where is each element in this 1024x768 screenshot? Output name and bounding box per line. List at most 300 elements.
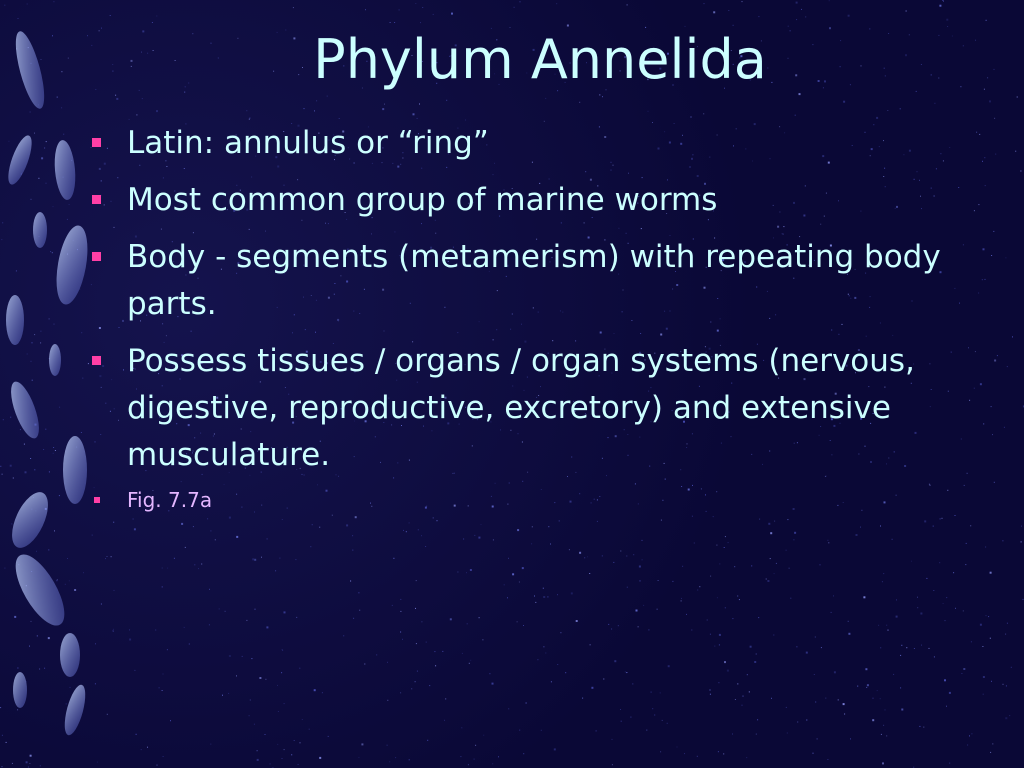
star-dot [153,50,154,51]
star-dot [170,720,171,721]
star-dot [944,679,946,681]
star-dot [392,605,393,606]
star-dot [246,620,247,621]
star-dot [991,406,992,407]
star-dot [400,599,401,600]
star-dot [995,154,996,155]
star-dot [900,108,901,109]
star-dot [417,671,418,672]
bullet-text: Latin: annulus or “ring” [127,125,489,161]
star-dot [909,34,910,35]
star-dot [877,690,878,691]
star-dot [587,556,588,557]
star-dot [1023,599,1024,600]
star-dot [291,754,292,755]
star-dot [880,647,881,648]
star-dot [474,535,475,536]
star-dot [254,559,256,561]
star-dot [982,161,983,162]
star-dot [228,693,229,694]
star-dot [107,714,108,715]
bullet-square-icon [92,356,101,365]
star-dot [277,744,278,745]
star-dot [929,648,930,649]
star-dot [523,753,524,754]
star-dot [750,646,752,648]
star-dot [603,679,604,680]
star-dot [993,231,994,232]
star-dot [551,681,552,682]
star-dot [983,676,985,678]
star-dot [163,756,164,757]
star-dot [426,642,427,643]
star-dot [863,596,865,598]
bullet-item-figure-ref [90,485,970,515]
bullet-text: Body - segments (metamerism) with repeating body parts. [127,239,941,322]
star-dot [493,539,494,540]
star-dot [896,616,898,618]
star-dot [554,748,556,750]
star-dot [986,20,987,21]
star-dot [900,655,901,656]
star-dot [834,671,836,673]
star-dot [990,638,991,639]
star-dot [707,620,708,621]
star-dot [643,605,644,606]
star-dot [828,542,829,543]
star-dot [359,610,360,611]
star-dot [350,581,351,582]
star-dot [883,573,884,574]
star-dot [450,618,452,620]
star-dot [867,684,869,686]
star-dot [657,609,658,610]
bullet-item [90,120,970,167]
star-dot [519,730,520,731]
star-dot [545,98,546,99]
star-dot [966,543,967,544]
star-dot [252,558,254,560]
star-dot [833,595,834,596]
star-dot [758,16,759,17]
star-dot [517,621,518,622]
star-dot [478,537,480,539]
star-dot [975,40,976,41]
star-dot [856,534,858,536]
star-dot [482,639,483,640]
star-dot [421,535,422,536]
star-dot [939,5,941,7]
star-dot [358,757,359,758]
star-dot [215,539,216,540]
star-dot [314,110,315,111]
star-dot [284,749,285,750]
star-dot [185,547,186,548]
star-dot [608,624,609,625]
star-dot [790,598,791,599]
star-dot [774,573,775,574]
star-dot [860,527,861,528]
star-dot [613,562,614,563]
star-dot [829,0,830,1]
star-dot [713,11,715,13]
star-dot [1017,97,1018,98]
star-dot [881,734,882,735]
star-dot [969,735,970,736]
star-dot [402,639,403,640]
bullet-list [90,120,970,525]
star-dot [814,674,815,675]
star-dot [694,543,695,544]
star-dot [703,113,704,114]
star-dot [677,747,678,748]
star-dot [946,597,947,598]
star-dot [939,562,940,563]
star-dot [648,629,649,630]
star-dot [201,564,202,565]
star-dot [136,734,137,735]
star-dot [984,157,985,158]
star-dot [805,16,806,17]
star-dot [982,279,983,280]
star-dot [310,546,311,547]
star-dot [514,7,515,8]
star-dot [739,599,740,600]
star-dot [844,714,845,715]
star-dot [255,609,256,610]
star-dot [799,93,801,95]
star-dot [827,540,828,541]
star-dot [794,532,796,534]
star-dot [277,685,278,686]
star-dot [746,757,747,758]
star-dot [352,550,353,551]
star-dot [479,617,480,618]
star-dot [236,536,238,538]
star-dot [632,683,633,684]
star-dot [507,597,508,598]
star-dot [621,721,622,722]
star-dot [945,620,946,621]
star-dot [933,590,934,591]
star-dot [923,727,924,728]
star-dot [801,9,802,10]
star-dot [979,134,980,135]
star-dot [718,751,719,752]
star-dot [257,759,259,761]
star-dot [815,637,816,638]
star-dot [773,635,774,636]
star-dot [167,568,168,569]
star-dot [602,555,603,556]
star-dot [498,756,499,757]
star-dot [389,761,390,762]
star-dot [916,91,917,92]
star-dot [978,204,979,205]
star-dot [983,694,984,695]
star-dot [442,651,443,652]
star-dot [382,108,384,110]
star-dot [162,690,163,691]
star-dot [724,661,726,663]
star-dot [691,117,692,118]
star-dot [963,45,964,46]
star-dot [293,7,294,8]
decorative-shapes [4,29,93,737]
star-dot [943,1,944,2]
star-dot [796,19,797,20]
star-dot [403,530,404,531]
star-dot [756,654,757,655]
star-dot [719,634,721,636]
star-dot [806,720,807,721]
star-dot [949,692,951,694]
star-dot [294,740,295,741]
star-dot [1002,540,1003,541]
star-dot [991,681,992,682]
star-dot [985,547,986,548]
star-dot [719,563,720,564]
star-dot [113,629,114,630]
star-dot [838,699,839,700]
star-dot [390,22,391,23]
star-dot [433,14,434,15]
star-dot [406,531,407,532]
star-dot [468,764,469,765]
star-dot [872,719,874,721]
star-dot [974,210,975,211]
star-dot [961,673,962,674]
star-dot [162,568,163,569]
bullet-item [90,234,970,328]
star-dot [295,559,296,560]
star-dot [420,22,421,23]
star-dot [222,695,223,696]
star-dot [681,600,682,601]
star-dot [419,104,420,105]
star-dot [728,10,729,11]
star-dot [733,25,734,26]
star-dot [475,745,476,746]
star-dot [813,753,814,754]
star-dot [976,132,977,133]
star-dot [112,71,113,72]
star-dot [757,719,758,720]
star-dot [548,526,549,527]
star-dot [1021,541,1022,542]
star-dot [400,611,401,612]
star-dot [627,4,628,5]
star-dot [789,568,790,569]
star-dot [975,351,976,352]
star-dot [933,526,934,527]
star-dot [157,765,158,766]
star-dot [920,613,922,615]
star-dot [797,722,798,723]
star-dot [567,25,569,27]
star-dot [992,743,993,744]
star-dot [107,556,108,557]
bullet-text: Possess tissues / organs / organ systems (nervous, digestive, reproductive, excretory) and extensive musculature. [127,343,915,473]
star-dot [467,623,468,624]
star-dot [724,547,725,548]
star-dot [101,604,102,605]
star-dot [415,608,416,609]
star-dot [376,654,377,655]
star-dot [242,656,243,657]
star-dot [192,33,193,34]
star-dot [1005,717,1007,719]
star-dot [660,692,661,693]
star-dot [460,756,461,757]
star-dot [139,90,140,91]
star-dot [520,1,521,2]
bullet-item [90,177,970,224]
star-dot [1015,151,1016,152]
star-dot [113,631,114,632]
star-dot [246,110,247,111]
star-dot [788,26,789,27]
star-dot [725,607,726,608]
star-dot [155,630,156,631]
star-dot [282,649,283,650]
star-dot [747,674,748,675]
star-dot [110,15,111,16]
bullet-square-icon [94,497,100,503]
star-dot [947,26,948,27]
star-dot [556,3,557,4]
star-dot [579,102,580,103]
star-dot [589,573,590,574]
star-dot [417,118,418,119]
star-dot [994,482,995,483]
star-dot [229,655,231,657]
star-dot [946,706,947,707]
star-dot [943,0,944,1]
star-dot [716,545,717,546]
star-dot [425,546,426,547]
star-dot [885,709,886,710]
star-dot [980,624,982,626]
star-dot [627,587,628,588]
star-dot [281,672,282,673]
star-dot [980,383,982,385]
star-dot [684,753,685,754]
star-dot [882,581,883,582]
star-dot [668,665,670,667]
star-dot [806,652,808,654]
star-dot [535,602,536,603]
star-dot [990,572,992,574]
star-dot [141,52,142,53]
star-dot [415,681,416,682]
star-dot [267,538,268,539]
star-dot [987,77,988,78]
star-dot [142,98,143,99]
star-dot [728,542,729,543]
star-dot [934,656,935,657]
star-dot [523,625,524,626]
star-dot [236,675,237,676]
star-dot [282,758,283,759]
star-dot [159,687,160,688]
star-dot [131,66,132,67]
star-dot [848,621,849,622]
star-dot [284,611,286,613]
star-dot [938,78,939,79]
star-dot [848,633,850,635]
star-dot [642,540,643,541]
star-dot [611,629,612,630]
star-dot [394,22,395,23]
star-dot [319,757,321,759]
star-dot [985,185,986,186]
star-dot [116,98,118,100]
star-dot [129,639,131,641]
star-dot [492,683,494,685]
star-dot [463,539,464,540]
star-dot [886,625,887,626]
star-dot [648,111,649,112]
star-dot [625,671,626,672]
star-dot [1007,623,1008,624]
star-dot [512,573,514,575]
star-dot [415,3,416,4]
star-dot [105,558,106,559]
star-dot [983,423,984,424]
star-dot [250,700,251,701]
star-dot [541,730,542,731]
star-dot [612,764,613,765]
star-dot [266,626,268,628]
star-dot [147,747,148,748]
star-dot [557,594,558,595]
star-dot [470,569,472,571]
star-dot [532,526,533,527]
star-dot [793,539,794,540]
star-dot [717,597,718,598]
star-dot [387,700,388,701]
star-dot [817,738,818,739]
star-dot [565,672,566,673]
star-dot [906,647,907,648]
star-dot [737,683,738,684]
star-dot [821,647,822,648]
star-dot [602,96,603,97]
star-dot [786,550,787,551]
star-dot [327,96,328,97]
star-dot [352,535,353,536]
star-dot [697,590,698,591]
star-dot [483,735,484,736]
star-dot [270,763,271,764]
star-dot [685,26,686,27]
star-dot [965,564,966,565]
star-dot [710,634,711,635]
star-dot [319,527,320,528]
star-dot [265,679,266,680]
bullet-square-icon [92,138,101,147]
star-dot [560,632,561,633]
star-dot [743,696,744,697]
star-dot [955,608,956,609]
star-dot [710,690,711,691]
star-dot [596,730,597,731]
star-dot [667,723,668,724]
star-dot [682,566,683,567]
star-dot [820,564,821,565]
star-dot [873,698,874,699]
